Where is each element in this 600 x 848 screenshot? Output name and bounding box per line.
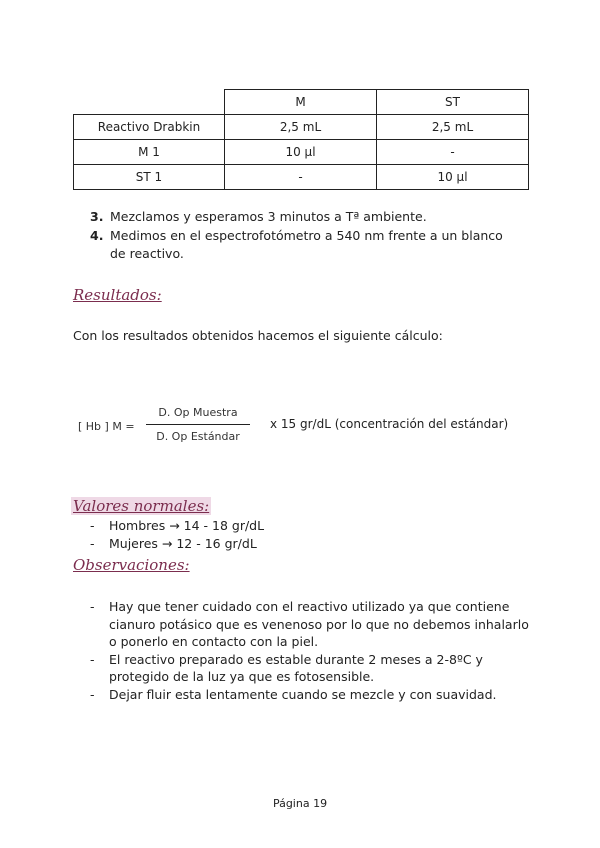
list-item <box>90 208 510 227</box>
step-number: 3. <box>90 209 104 224</box>
table-header-cell: ST <box>377 90 529 115</box>
procedure-steps <box>90 208 510 264</box>
table-cell: - <box>377 140 529 165</box>
bullet-dash: - <box>90 686 95 702</box>
reagent-table <box>73 89 529 190</box>
valor-text: Hombres → 14 - 18 gr/dL <box>109 518 265 533</box>
list-item <box>90 651 530 686</box>
observaciones-list <box>90 598 530 703</box>
observacion-text: El reactivo preparado es estable durante 2 meses a 2-8ºC y protegido de la luz ya que es fotosensible. <box>109 651 483 684</box>
hemoglobin-formula <box>78 404 548 450</box>
resultados-text: Con los resultados obtenidos hacemos el siguiente cálculo: <box>73 328 443 343</box>
table-row <box>74 165 529 190</box>
table-cell: 2,5 mL <box>225 115 377 140</box>
list-item <box>90 598 530 651</box>
observaciones-heading: Observaciones: <box>73 556 190 574</box>
table-cell: 10 µl <box>225 140 377 165</box>
observacion-text: Hay que tener cuidado con el reactivo utilizado ya que contiene cianuro potásico que es venenoso por lo que no debemos inhalarlo o ponerlo en contacto con la piel. <box>109 599 529 649</box>
list-item <box>90 517 264 535</box>
formula-numerator: D. Op Muestra <box>158 406 238 419</box>
bullet-dash: - <box>90 535 95 551</box>
formula-fraction <box>146 404 250 446</box>
valores-heading: Valores normales: <box>73 497 210 515</box>
table-cell: M 1 <box>74 140 225 165</box>
table-cell: Reactivo Drabkin <box>74 115 225 140</box>
table-cell: ST 1 <box>74 165 225 190</box>
table-header-cell <box>74 90 225 115</box>
valores-list <box>90 517 264 552</box>
bullet-dash: - <box>90 599 95 614</box>
table-header-cell: M <box>225 90 377 115</box>
list-item <box>90 535 264 553</box>
fraction-bar <box>146 424 250 425</box>
step-text: Medimos en el espectrofotómetro a 540 nm frente a un blanco de reactivo. <box>110 227 503 261</box>
page-number: Página 19 <box>272 797 328 810</box>
observacion-text: Dejar fluir esta lentamente cuando se mezcle y con suavidad. <box>109 686 497 702</box>
resultados-heading: Resultados: <box>73 286 162 304</box>
list-item <box>90 686 530 704</box>
table-row <box>74 140 529 165</box>
table-cell: - <box>225 165 377 190</box>
step-text: Mezclamos y esperamos 3 minutos a Tª ambiente. <box>110 209 427 224</box>
bullet-dash: - <box>90 651 95 667</box>
table-header-row <box>74 90 529 115</box>
table-cell: 10 µl <box>377 165 529 190</box>
formula-left: [ Hb ] M = <box>78 420 135 433</box>
valor-text: Mujeres → 12 - 16 gr/dL <box>109 535 257 551</box>
formula-denominator: D. Op Estándar <box>156 430 240 443</box>
table-cell: 2,5 mL <box>377 115 529 140</box>
formula-right: x 15 gr/dL (concentración del estándar) <box>270 417 509 431</box>
list-item <box>90 227 510 264</box>
bullet-dash: - <box>90 518 95 533</box>
step-number: 4. <box>90 227 104 243</box>
table-row <box>74 115 529 140</box>
